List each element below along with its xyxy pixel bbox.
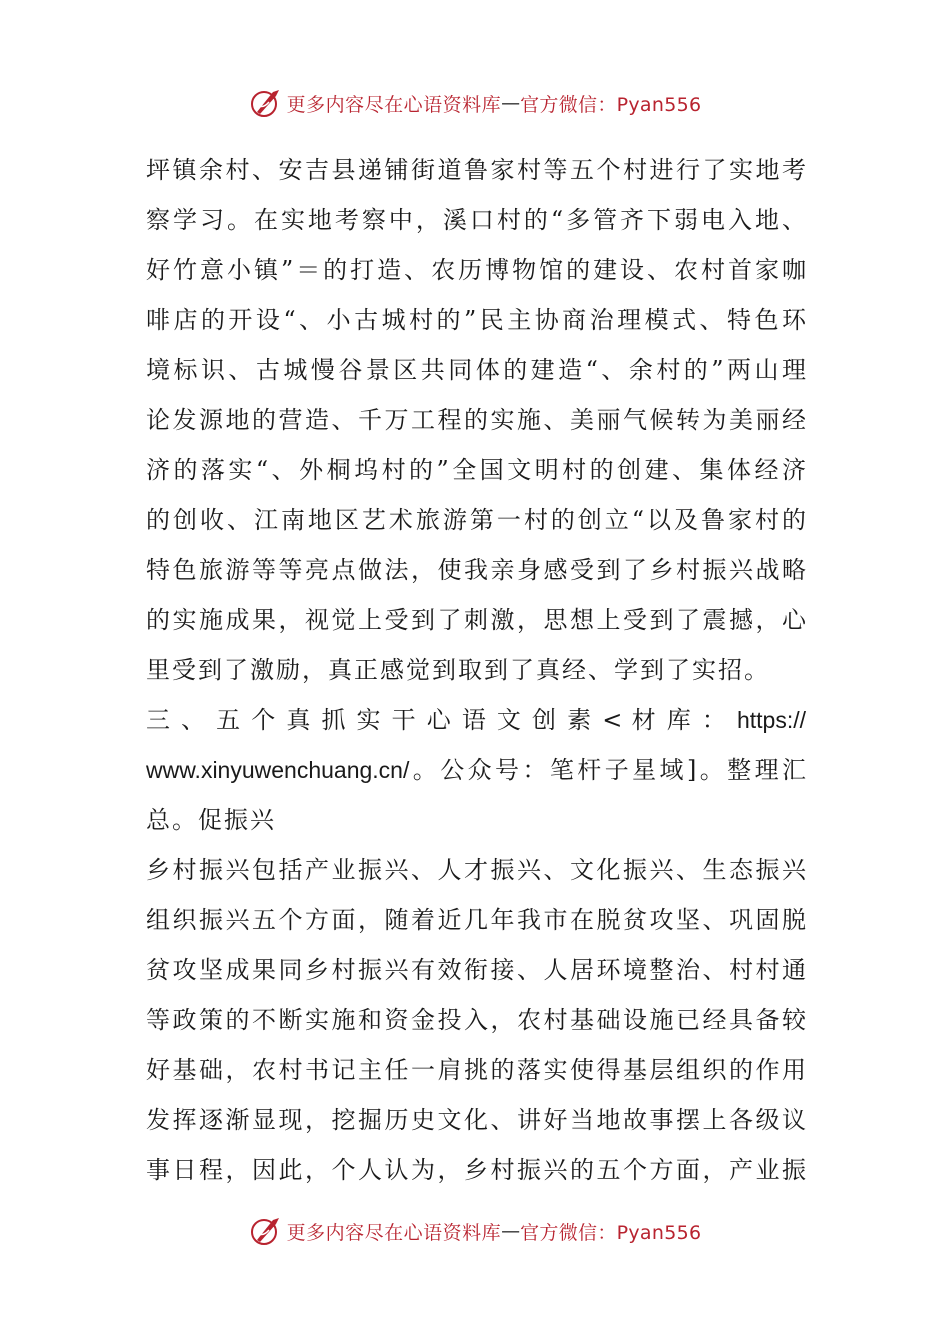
banner-contact: 官方微信：Pyan556: [520, 1221, 702, 1244]
text-line: 济的落实“、外桐坞村的”全国文明村的创建、集体经济: [146, 456, 806, 484]
banner-separator: —: [501, 92, 521, 114]
header-banner: [0, 83, 950, 123]
text-line: 坪镇余村、安吉县递铺街道鲁家村等五个村进行了实地考: [146, 156, 806, 184]
heading-suffix: 。公众号：笔杆子星域]。整理汇: [409, 756, 806, 784]
banner-text: 更多内容尽在心语资料库: [286, 1221, 502, 1244]
text-line: 论发源地的营造、千万工程的实施、美丽气候转为美丽经: [146, 406, 806, 434]
text-line: 境标识、古城慢谷景区共同体的建造“、余村的”两山理: [146, 356, 806, 384]
quill-logo-icon: [249, 1214, 283, 1248]
text-line: 好竹意小镇”＝的打造、农历博物馆的建设、农村首家咖: [146, 256, 806, 284]
heading-tail: 总。促振兴: [146, 806, 276, 834]
section-heading: [146, 695, 806, 745]
text-line: 特色旅游等等亮点做法，使我亲身感受到了乡村振兴战略: [146, 556, 806, 584]
footer-banner: [0, 1211, 950, 1251]
banner-contact: 官方微信：Pyan556: [520, 93, 702, 116]
text-line: 乡村振兴包括产业振兴、人才振兴、文化振兴、生态振兴: [146, 856, 806, 884]
text-line: 的创收、江南地区艺术旅游第一村的创立“以及鲁家村的: [146, 506, 806, 534]
text-line: 的实施成果，视觉上受到了刺激，思想上受到了震撼，心: [146, 606, 806, 634]
text-line: 里受到了激励，真正感觉到取到了真经、学到了实招。: [146, 656, 770, 684]
text-line: 啡店的开设“、小古城村的”民主协商治理模式、特色环: [146, 306, 806, 334]
section-heading-cont: [146, 745, 806, 795]
text-line: 贫攻坚成果同乡村振兴有效衔接、人居环境整治、村村通: [146, 956, 806, 984]
text-line: 事日程，因此，个人认为，乡村振兴的五个方面，产业振: [146, 1156, 806, 1184]
text-line: 等政策的不断实施和资金投入，农村基础设施已经具备较: [146, 1006, 806, 1034]
heading-prefix: 三 、 五 个 真 抓 实 干 心 语 文 创 素 < 材 库 ：: [146, 706, 728, 734]
text-line: 发挥逐渐显现，挖掘历史文化、讲好当地故事摆上各级议: [146, 1106, 806, 1134]
url-link-part1[interactable]: https://: [736, 707, 806, 733]
url-link-part2[interactable]: www.xinyuwenchuang.cn/: [146, 757, 410, 783]
text-line: 好基础，农村书记主任一肩挑的落实使得基层组织的作用: [146, 1056, 806, 1084]
text-line: 察学习。在实地考察中，溪口村的“多管齐下弱电入地、: [146, 206, 806, 234]
quill-logo-icon: [249, 86, 283, 120]
text-line: 组织振兴五个方面，随着近几年我市在脱贫攻坚、巩固脱: [146, 906, 806, 934]
document-body: [146, 145, 806, 1195]
banner-text: 更多内容尽在心语资料库: [286, 93, 502, 116]
banner-separator: —: [501, 1220, 521, 1242]
